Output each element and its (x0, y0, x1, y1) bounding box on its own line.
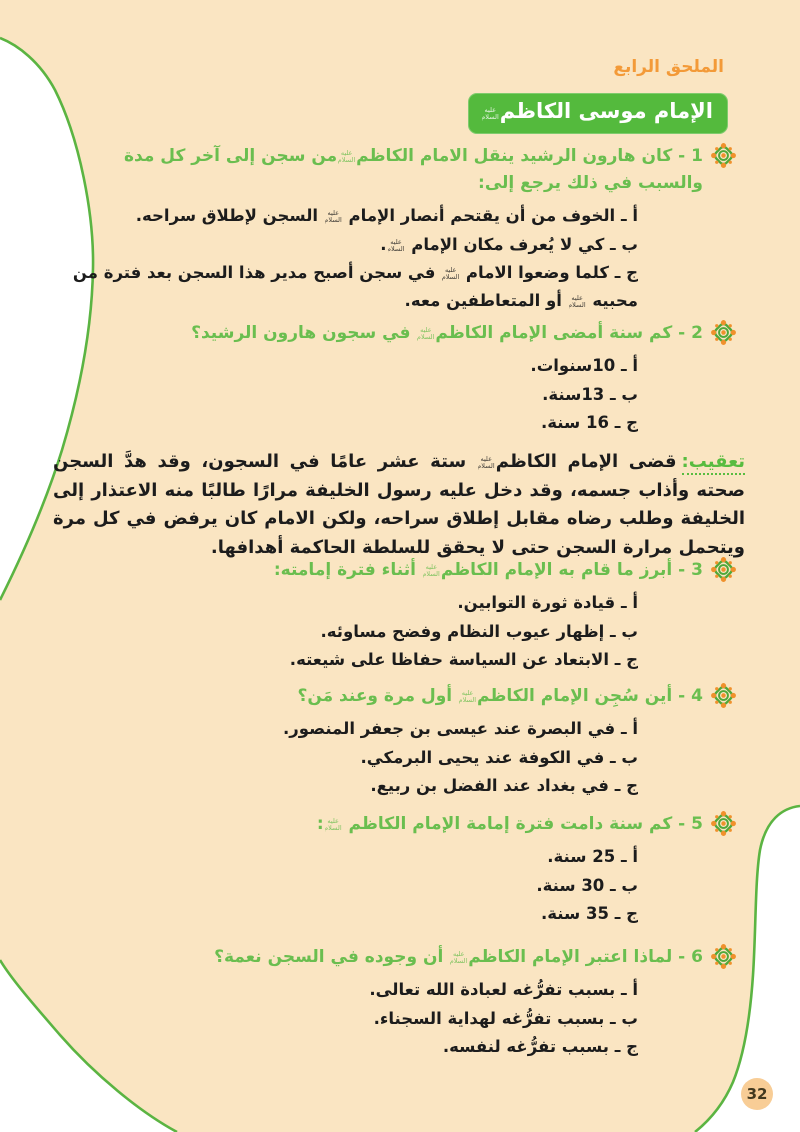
question-heading-row (55, 143, 737, 197)
question-text: 2 - كم سنة أمضى الإمام الكاظمعليه السلام في سجون هارون الرشيد؟ (191, 323, 703, 343)
honorific-mark: عليه السلام (324, 210, 342, 224)
flower-bullet-icon (710, 319, 737, 346)
option-a: أ ـ بسبب تفرُّغه لعبادة الله تعالى. (369, 980, 638, 999)
honorific-mark: عليه السلام (450, 951, 468, 965)
question-4 (55, 683, 737, 801)
question-text: 6 - لماذا اعتبر الإمام الكاظمعليه السلام أن وجوده في السجن نعمة؟ (214, 947, 703, 967)
question-2 (55, 320, 737, 438)
page-title: الإمام موسى الكاظمعليه السلام (468, 93, 728, 134)
question-text: 4 - أين سُجِن الإمام الكاظمعليه السلام أول مرة وعند مَن؟ (297, 686, 703, 706)
option-b: ب ـ كي لا يُعرف مكان الإمام عليه السلام. (380, 234, 638, 254)
question-6 (55, 944, 737, 1062)
honorific-mark: عليه السلام (387, 238, 405, 253)
option-a: أ ـ 10سنوات. (530, 356, 638, 375)
options-list (55, 352, 737, 437)
flower-bullet-icon (710, 943, 737, 970)
options-list (55, 589, 737, 674)
flower-bullet-icon (710, 142, 737, 169)
honorific-mark: عليه السلام (442, 267, 460, 281)
option-c: ج ـ بسبب تفرُّغه لنفسه. (442, 1037, 638, 1056)
option-c: ج ـ في بغداد عند الفضل بن ربيع. (370, 776, 638, 795)
option-c: ج ـ 16 سنة. (541, 413, 638, 432)
option-c: ج ـ الابتعاد عن السياسة حفاظا على شيعته. (289, 650, 638, 669)
question-heading-row (55, 944, 737, 971)
options-list (55, 202, 737, 314)
option-b: ب ـ بسبب تفرُّغه لهداية السجناء. (373, 1008, 638, 1028)
option-a: أ ـ في البصرة عند عيسى بن جعفر المنصور. (282, 719, 638, 738)
question-heading-row (55, 320, 737, 347)
option-b: ب ـ إظهار عيوب النظام وفضح مساوئه. (320, 621, 638, 641)
option-a: أ ـ قيادة ثورة التوابين. (457, 593, 638, 612)
question-text: 5 - كم سنة دامت فترة إمامة الإمام الكاظم عليه السلام: (316, 814, 703, 834)
question-1 (55, 143, 737, 315)
question-text: 1 - كان هارون الرشيد ينقل الامام الكاظمعليه السلاممن سجن إلى آخر كل مدة والسبب في ذلك يرجع إلى: (123, 146, 703, 193)
option-a: أ ـ الخوف من أن يقتحم أنصار الإمام عليه السلام السجن لإطلاق سراحه. (135, 206, 638, 225)
question-3 (55, 557, 737, 675)
question-heading-row (55, 683, 737, 710)
honorific-mark: عليه السلام (422, 564, 440, 578)
honorific-mark: عليه السلام (477, 456, 495, 470)
option-c: ج ـ 35 سنة. (541, 904, 638, 923)
flower-bullet-icon (710, 682, 737, 709)
option-a: أ ـ 25 سنة. (547, 847, 638, 866)
options-list (55, 976, 737, 1061)
page-number-badge: 32 (741, 1078, 773, 1110)
question-text: 3 - أبرز ما قام به الإمام الكاظمعليه السلام أثناء فترة إمامته: (273, 560, 703, 580)
flower-bullet-icon (710, 810, 737, 837)
honorific-mark: عليه السلام (568, 294, 586, 309)
commentary-text: قضى الإمام الكاظمعليه السلام ستة عشر عامًا في السجون، وقد هدَّ السجن صحته وأذاب جسمه، وقد دخل عليه رسول الخليفة مرارًا طالبًا منه الاعتذار إلى الخليفة وطلب رضاه مقابل إطلاق سراحه، ولكن الامام كان يرفض في كل مرة ويتحمل مرارة السجن حتى لا يحقق للسلطة الحاكمة أهدافها. (53, 451, 745, 558)
option-b: ب ـ في الكوفة عند يحيى البرمكي. (360, 747, 638, 767)
commentary-paragraph (53, 448, 745, 562)
honorific-mark: عليه السلام (459, 690, 477, 704)
option-b: ب ـ 13سنة. (542, 384, 638, 404)
honorific-mark: عليه السلام (417, 327, 435, 341)
options-list (55, 843, 737, 928)
option-b: ب ـ 30 سنة. (536, 875, 638, 895)
appendix-kicker: الملحق الرابع (613, 57, 724, 77)
question-5 (55, 811, 737, 929)
honorific-mark: عليه السلام (481, 107, 499, 121)
honorific-mark: عليه السلام (324, 818, 342, 832)
option-c: ج ـ كلما وضعوا الامام عليه السلام في سجن أصبح مدير هذا السجن بعد فترة من محبيه عليه السلام أو المتعاطفين معه. (72, 263, 638, 310)
honorific-mark: عليه السلام (338, 150, 356, 164)
options-list (55, 715, 737, 800)
commentary-label: تعقيب: (682, 451, 745, 475)
question-heading-row (55, 811, 737, 838)
